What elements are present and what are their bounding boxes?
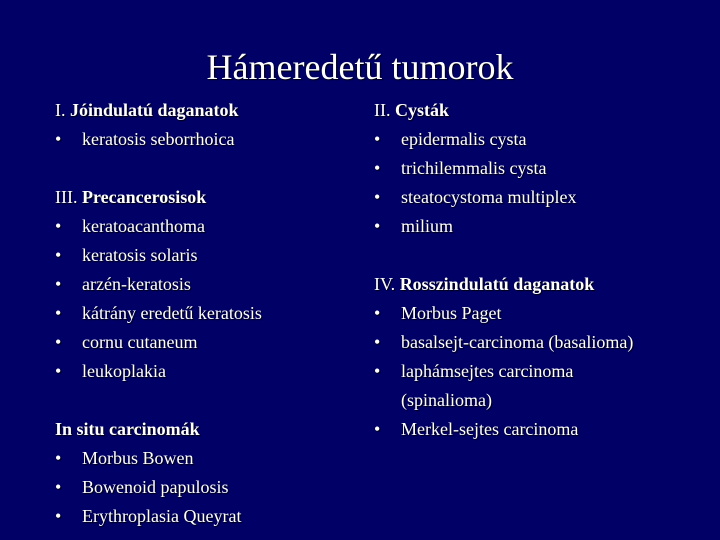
list-item: • keratosis seborrhoica xyxy=(55,125,355,154)
list-item: • Morbus Paget xyxy=(374,299,704,328)
bullet-icon: • xyxy=(374,129,381,149)
list-item: • Bowenoid papulosis xyxy=(55,473,355,502)
left-column xyxy=(55,96,355,531)
bullet-icon: • xyxy=(374,361,381,381)
bullet-icon: • xyxy=(55,274,62,294)
list-item: • epidermalis cysta xyxy=(374,125,704,154)
section-precancerosis xyxy=(55,183,355,386)
section-title: Jóindulatú daganatok xyxy=(70,100,239,120)
section-in-situ-carcinoma xyxy=(55,415,355,531)
list-item: • Erythroplasia Queyrat xyxy=(55,502,355,531)
list-item: • trichilemmalis cysta xyxy=(374,154,704,183)
bullet-icon: • xyxy=(374,187,381,207)
list-item: • leukoplakia xyxy=(55,357,355,386)
section-heading xyxy=(55,415,355,444)
list-item: • laphámsejtes carcinoma (spinalioma) xyxy=(374,357,704,415)
list-item: • cornu cutaneum xyxy=(55,328,355,357)
list-item: • arzén-keratosis xyxy=(55,270,355,299)
section-number: IV. xyxy=(374,274,396,294)
bullet-icon: • xyxy=(55,245,62,265)
list-item: • keratoacanthoma xyxy=(55,212,355,241)
bullet-icon: • xyxy=(55,506,62,526)
bullet-icon: • xyxy=(374,216,381,236)
list-item: • milium xyxy=(374,212,704,241)
section-heading xyxy=(374,270,704,299)
bullet-icon: • xyxy=(374,332,381,352)
section-heading xyxy=(55,183,355,212)
bullet-icon: • xyxy=(55,332,62,352)
section-title: Rosszindulatú daganatok xyxy=(399,274,595,294)
section-number: II. xyxy=(374,100,391,120)
bullet-icon: • xyxy=(55,303,62,323)
section-title: In situ carcinomák xyxy=(55,419,200,439)
bullet-icon: • xyxy=(374,158,381,178)
list-item: • Morbus Bowen xyxy=(55,444,355,473)
section-malignant-tumors xyxy=(374,270,704,444)
list-item: • steatocystoma multiplex xyxy=(374,183,704,212)
bullet-icon: • xyxy=(55,129,62,149)
bullet-icon: • xyxy=(374,303,381,323)
slide-title: Hámeredetű tumorok xyxy=(206,47,514,87)
section-title: Cysták xyxy=(395,100,450,120)
section-benign-tumors xyxy=(55,96,355,154)
list-item: • keratosis solaris xyxy=(55,241,355,270)
right-column xyxy=(374,96,704,444)
bullet-icon: • xyxy=(374,419,381,439)
list-item: • Merkel-sejtes carcinoma xyxy=(374,415,704,444)
bullet-icon: • xyxy=(55,216,62,236)
section-heading xyxy=(374,96,704,125)
section-number: III. xyxy=(55,187,78,207)
section-cysts xyxy=(374,96,704,241)
bullet-icon: • xyxy=(55,448,62,468)
section-title: Precancerosisok xyxy=(81,187,207,207)
list-item: • kátrány eredetű keratosis xyxy=(55,299,355,328)
list-item: • basalsejt-carcinoma (basalioma) xyxy=(374,328,704,357)
section-number: I. xyxy=(55,100,66,120)
bullet-icon: • xyxy=(55,361,62,381)
bullet-icon: • xyxy=(55,477,62,497)
section-heading xyxy=(55,96,355,125)
